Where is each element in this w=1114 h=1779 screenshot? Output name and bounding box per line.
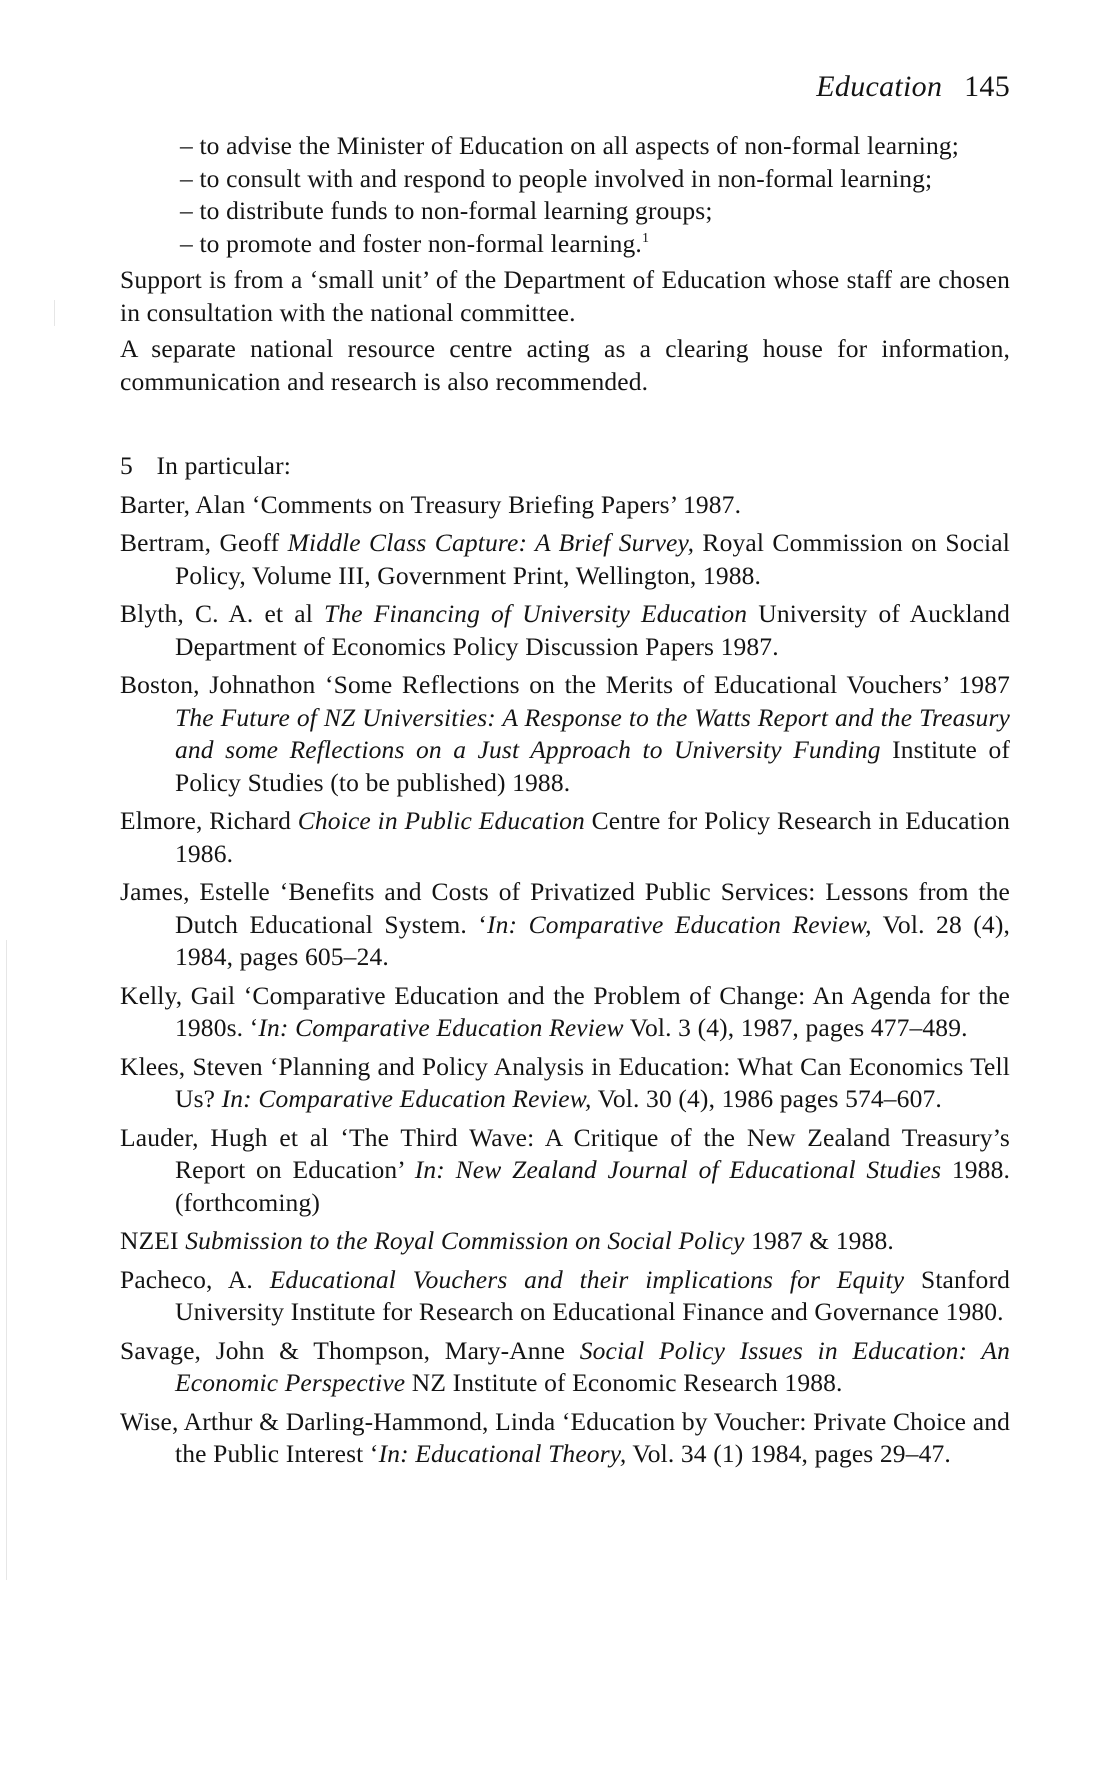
reference-entry: Blyth, C. A. et al The Financing of University Education University of Auckland Department of Economics Policy Discussion Papers 1987.	[120, 599, 1010, 661]
reference-entry: Barter, Alan ‘Comments on Treasury Briefing Papers’ 1987.	[120, 489, 742, 519]
list-item: – to advise the Minister of Education on all aspects of non-formal learning;	[180, 131, 960, 160]
list-item-text: to distribute funds to non-formal learning groups;	[199, 196, 713, 225]
reference-entry: Kelly, Gail ‘Comparative Education and the Problem of Change: An Agenda for the 1980s. ‘In: Comparative Education Review Vol. 3 (4), 1987, pages 477–489.	[120, 980, 1010, 1042]
page-body	[120, 130, 1010, 1471]
reference-entry: James, Estelle ‘Benefits and Costs of Privatized Public Services: Lessons from the Dutch Educational System. ‘In: Comparative Education Review, Vol. 28 (4), 1984, pages 605–24.	[120, 877, 1010, 971]
list-item-text: to promote and foster non-formal learning.	[199, 228, 642, 258]
reference-entry: Pacheco, A. Educational Vouchers and their implications for Equity Stanford University Institute for Research on Educational Finance and Governance 1980.	[120, 1264, 1011, 1326]
page-number: 145	[964, 70, 1010, 103]
reference-entry: Lauder, Hugh et al ‘The Third Wave: A Critique of the New Zealand Treasury’s Report on Education’ In: New Zealand Journal of Educational Studies 1988. (forthcoming)	[120, 1122, 1010, 1217]
body-paragraph: A separate national resource centre acting as a clearing house for information, communication and research is also recommended.	[120, 334, 1010, 396]
footnote-marker: 1	[641, 230, 650, 246]
list-item-text: to consult with and respond to people involved in non-formal learning;	[199, 163, 933, 193]
reference-entry: NZEI Submission to the Royal Commission on Social Policy 1987 & 1988.	[120, 1226, 894, 1255]
list-item: – to consult with and respond to people involved in non-formal learning;	[180, 163, 933, 193]
scan-margin-mark	[54, 300, 55, 326]
note-title: In particular:	[156, 451, 292, 480]
reference-list	[120, 489, 1010, 1471]
running-header	[816, 70, 1010, 104]
list-item-text: to advise the Minister of Education on all aspects of non-formal learning;	[199, 131, 960, 160]
note-heading	[120, 450, 1010, 483]
body-paragraph: Support is from a ‘small unit’ of the Department of Education whose staff are chosen in consultation with the national committee.	[120, 265, 1010, 327]
running-title: Education	[816, 70, 943, 103]
list-item: – to distribute funds to non-formal learning groups;	[180, 196, 713, 225]
reference-entry: Savage, John & Thompson, Mary-Anne Social Policy Issues in Education: An Economic Perspective NZ Institute of Economic Research 1988.	[120, 1335, 1010, 1397]
list-item: – to promote and foster non-formal learning.$^1$	[180, 228, 650, 258]
dash-list	[120, 130, 1010, 260]
reference-entry: Bertram, Geoff Middle Class Capture: A Brief Survey, Royal Commission on Social Policy, Volume III, Government Print, Wellington, 1988.	[120, 528, 1010, 590]
reference-entry: Elmore, Richard Choice in Public Education Centre for Policy Research in Education 1986.	[120, 806, 1010, 868]
scan-margin-mark	[6, 940, 7, 1580]
note-number: 5	[120, 451, 133, 480]
reference-entry: Boston, Johnathon ‘Some Reflections on the Merits of Educational Vouchers’ 1987 The Future of NZ Universities: A Response to the Watts Report and the Treasury and some Reflections on a Just Approach to University Funding Institute of Policy Studies (to be published) 1988.	[120, 670, 1010, 797]
reference-entry: Wise, Arthur & Darling-Hammond, Linda ‘Education by Voucher: Private Choice and the Public Interest ‘In: Educational Theory, Vol. 34 (1) 1984, pages 29–47.	[120, 1406, 1010, 1468]
reference-entry: Klees, Steven ‘Planning and Policy Analysis in Education: What Can Economics Tell Us? In: Comparative Education Review, Vol. 30 (4), 1986 pages 574–607.	[120, 1051, 1010, 1113]
